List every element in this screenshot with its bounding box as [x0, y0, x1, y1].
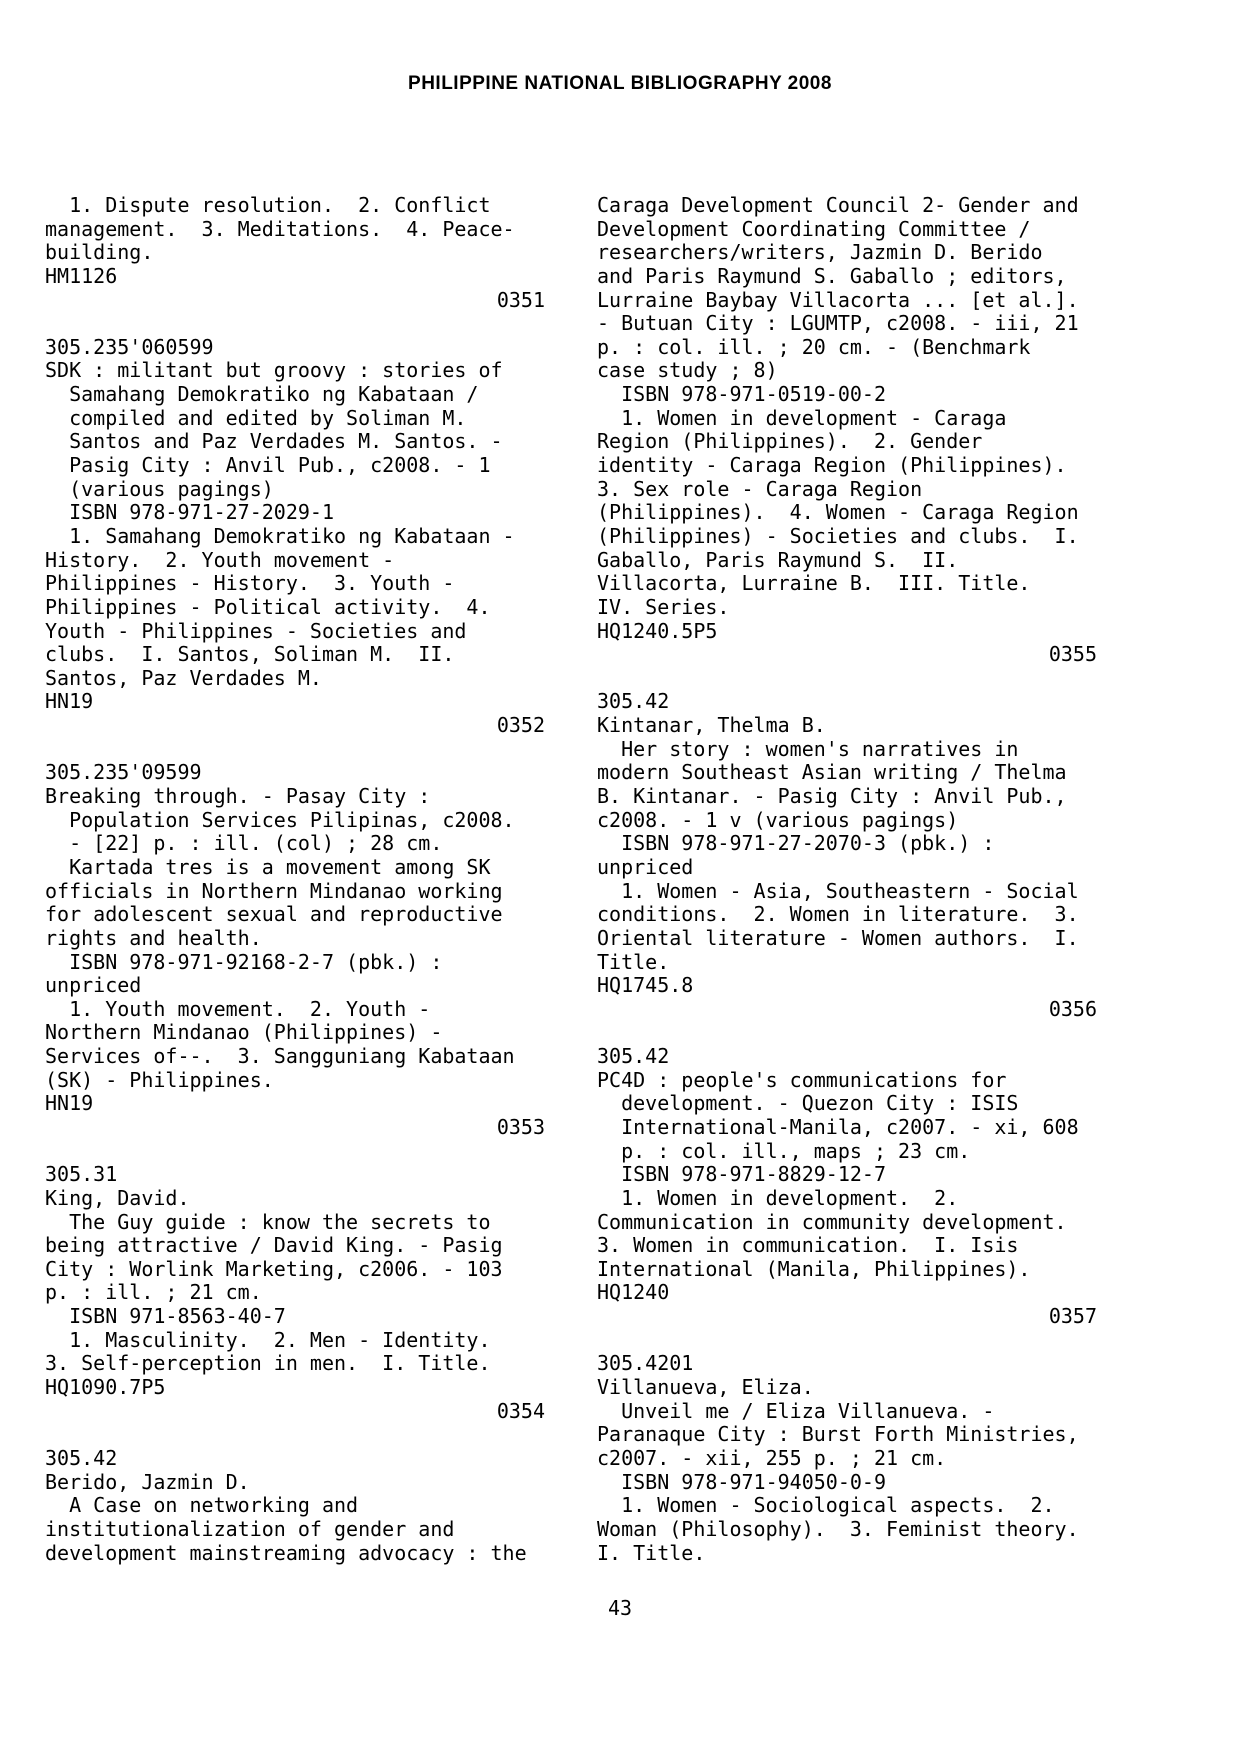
text-line: - Butuan City : LGUMTP, c2008. - iii, 21	[597, 311, 1079, 336]
text-line: Gaballo, Paris Raymund S. II.	[597, 547, 959, 572]
text-line: p. : col. ill. ; 20 cm. - (Benchmark	[597, 334, 1031, 359]
blank-line	[597, 1329, 1097, 1353]
text-line: Santos, Paz Verdades M.	[45, 665, 322, 690]
text-line: 305.4201	[597, 1351, 694, 1376]
text-line: for adolescent sexual and reproductive	[45, 902, 503, 927]
text-line: Region (Philippines). 2. Gender	[597, 429, 983, 454]
text-line: HN19	[45, 689, 94, 714]
text-line: 305.42	[597, 689, 670, 714]
entry-number: 0355	[1048, 642, 1097, 667]
text-line: King, David.	[45, 1185, 190, 1210]
text-line: Villanueva, Eliza.	[597, 1375, 814, 1400]
text-line: 1. Youth movement. 2. Youth -	[45, 996, 431, 1021]
text-line: PC4D : people's communications for	[597, 1067, 1007, 1092]
text-line: 3. Self-perception in men. I. Title.	[45, 1351, 491, 1376]
text-line: conditions. 2. Women in literature. 3.	[597, 902, 1079, 927]
text-line: SDK : militant but groovy : stories of	[45, 358, 503, 383]
text-line: 305.235'060599	[45, 334, 214, 359]
text-line: A Case on networking and	[45, 1493, 359, 1518]
right-column	[597, 194, 1097, 1565]
text-line: Title.	[597, 949, 670, 974]
text-line: Services of--. 3. Sangguniang Kabataan	[45, 1044, 515, 1069]
entry-number: 0351	[496, 287, 545, 312]
text-line: Unveil me / Eliza Villanueva. -	[597, 1398, 995, 1423]
text-line: Samahang Demokratiko ng Kabataan /	[45, 382, 479, 407]
text-line: researchers/writers, Jazmin D. Berido	[597, 240, 1043, 265]
text-line: Santos and Paz Verdades M. Santos. -	[45, 429, 503, 454]
text-line: 3. Sex role - Caraga Region	[597, 476, 923, 501]
text-line: c2008. - 1 v (various pagings)	[597, 807, 959, 832]
text-line: International-Manila, c2007. - xi, 608	[597, 1114, 1079, 1139]
text-line: Youth - Philippines - Societies and	[45, 618, 467, 643]
text-line: HM1126	[45, 263, 118, 288]
text-line: management. 3. Meditations. 4. Peace-	[45, 216, 515, 241]
blank-line	[45, 738, 545, 762]
text-line: HQ1240.5P5	[597, 618, 718, 643]
text-line: ISBN 978-971-92168-2-7 (pbk.) :	[45, 949, 443, 974]
text-line: development. - Quezon City : ISIS	[597, 1091, 1019, 1116]
text-line: 305.235'09599	[45, 760, 202, 785]
text-line: 1. Samahang Demokratiko ng Kabataan -	[45, 523, 515, 548]
text-line: 1. Women in development - Caraga	[597, 405, 1007, 430]
text-line: ISBN 971-8563-40-7	[45, 1304, 286, 1329]
page-header-title: PHILIPPINE NATIONAL BIBLIOGRAPHY 2008	[408, 73, 832, 94]
text-line: Northern Mindanao (Philippines) -	[45, 1020, 443, 1045]
text-line: Communication in community development.	[597, 1209, 1067, 1234]
text-line: ISBN 978-971-27-2029-1	[45, 500, 334, 525]
page-number: 43	[607, 1596, 633, 1620]
text-line: Berido, Jazmin D.	[45, 1469, 250, 1494]
text-line: Villacorta, Lurraine B. III. Title.	[597, 571, 1031, 596]
text-line: compiled and edited by Soliman M.	[45, 405, 467, 430]
text-line: ISBN 978-971-94050-0-9	[597, 1469, 886, 1494]
text-line: City : Worlink Marketing, c2006. - 103	[45, 1256, 503, 1281]
text-line: 3. Women in communication. I. Isis	[597, 1233, 1019, 1258]
entry-number: 0356	[1048, 996, 1097, 1021]
text-line: 305.31	[45, 1162, 118, 1187]
text-line: Philippines - History. 3. Youth -	[45, 571, 455, 596]
text-line: HQ1090.7P5	[45, 1375, 166, 1400]
blank-line	[597, 667, 1097, 691]
text-line: being attractive / David King. - Pasig	[45, 1233, 503, 1258]
text-line: clubs. I. Santos, Soliman M. II.	[45, 642, 455, 667]
blank-line	[597, 1021, 1097, 1045]
blank-line	[45, 1140, 545, 1164]
text-line: Oriental literature - Women authors. I.	[597, 925, 1079, 950]
left-column	[45, 194, 545, 1565]
text-line: HQ1745.8	[597, 973, 694, 998]
text-line: Kintanar, Thelma B.	[597, 713, 826, 738]
text-line: History. 2. Youth movement -	[45, 547, 395, 572]
text-line: 1. Women - Sociological aspects. 2.	[597, 1493, 1055, 1518]
text-line: identity - Caraga Region (Philippines).	[597, 453, 1067, 478]
text-line: (Philippines) - Societies and clubs. I.	[597, 523, 1079, 548]
text-line: officials in Northern Mindanao working	[45, 878, 503, 903]
text-line: Caraga Development Council 2- Gender and	[597, 193, 1079, 217]
text-line: c2007. - xii, 255 p. ; 21 cm.	[597, 1445, 947, 1470]
text-line: B. Kintanar. - Pasig City : Anvil Pub.,	[597, 784, 1067, 809]
text-line: Philippines - Political activity. 4.	[45, 594, 491, 619]
text-line: 1. Women in development. 2.	[597, 1185, 959, 1210]
text-line: Development Coordinating Committee /	[597, 216, 1031, 241]
text-line: Lurraine Baybay Villacorta ... [et al.].	[597, 287, 1079, 312]
entry-number: 0353	[496, 1114, 545, 1139]
text-line: HQ1240	[597, 1280, 670, 1305]
text-line: I. Title.	[597, 1540, 706, 1565]
text-line: ISBN 978-971-8829-12-7	[597, 1162, 886, 1187]
text-line: HN19	[45, 1091, 94, 1116]
text-line: rights and health.	[45, 925, 262, 950]
text-line: 1. Women - Asia, Southeastern - Social	[597, 878, 1079, 903]
text-line: International (Manila, Philippines).	[597, 1256, 1031, 1281]
text-line: development mainstreaming advocacy : the	[45, 1540, 527, 1565]
text-line: ISBN 978-971-0519-00-2	[597, 382, 886, 407]
text-line: (SK) - Philippines.	[45, 1067, 274, 1092]
text-line: Pasig City : Anvil Pub., c2008. - 1	[45, 453, 491, 478]
text-line: 1. Masculinity. 2. Men - Identity.	[45, 1327, 491, 1352]
entry-number: 0357	[1048, 1304, 1097, 1329]
text-line: Breaking through. - Pasay City :	[45, 784, 431, 809]
text-line: The Guy guide : know the secrets to	[45, 1209, 491, 1234]
text-line: Woman (Philosophy). 3. Feminist theory.	[597, 1516, 1079, 1541]
text-line: p. : col. ill., maps ; 23 cm.	[597, 1138, 971, 1163]
text-line: Paranaque City : Burst Forth Ministries,	[597, 1422, 1079, 1447]
text-line: ISBN 978-971-27-2070-3 (pbk.) :	[597, 831, 995, 856]
entry-number: 0354	[496, 1398, 545, 1423]
text-line: Population Services Pilipinas, c2008.	[45, 807, 515, 832]
text-line: (various pagings)	[45, 476, 274, 501]
text-line: building.	[45, 240, 154, 265]
text-line: 305.42	[597, 1044, 670, 1069]
text-line: modern Southeast Asian writing / Thelma	[597, 760, 1067, 785]
text-line: Her story : women's narratives in	[597, 736, 1019, 761]
text-line: unpriced	[45, 973, 142, 998]
blank-line	[45, 312, 545, 336]
text-line: institutionalization of gender and	[45, 1516, 455, 1541]
text-line: (Philippines). 4. Women - Caraga Region	[597, 500, 1079, 525]
text-line: Kartada tres is a movement among SK	[45, 854, 491, 879]
blank-line	[45, 1423, 545, 1447]
text-line: case study ; 8)	[597, 358, 778, 383]
text-line: 1. Dispute resolution. 2. Conflict	[45, 193, 491, 217]
text-line: - [22] p. : ill. (col) ; 28 cm.	[45, 831, 443, 856]
text-line: p. : ill. ; 21 cm.	[45, 1280, 262, 1305]
text-line: unpriced	[597, 854, 694, 879]
text-line: and Paris Raymund S. Gaballo ; editors,	[597, 263, 1067, 288]
entry-number: 0352	[496, 713, 545, 738]
text-line: 305.42	[45, 1445, 118, 1470]
text-line: IV. Series.	[597, 594, 730, 619]
